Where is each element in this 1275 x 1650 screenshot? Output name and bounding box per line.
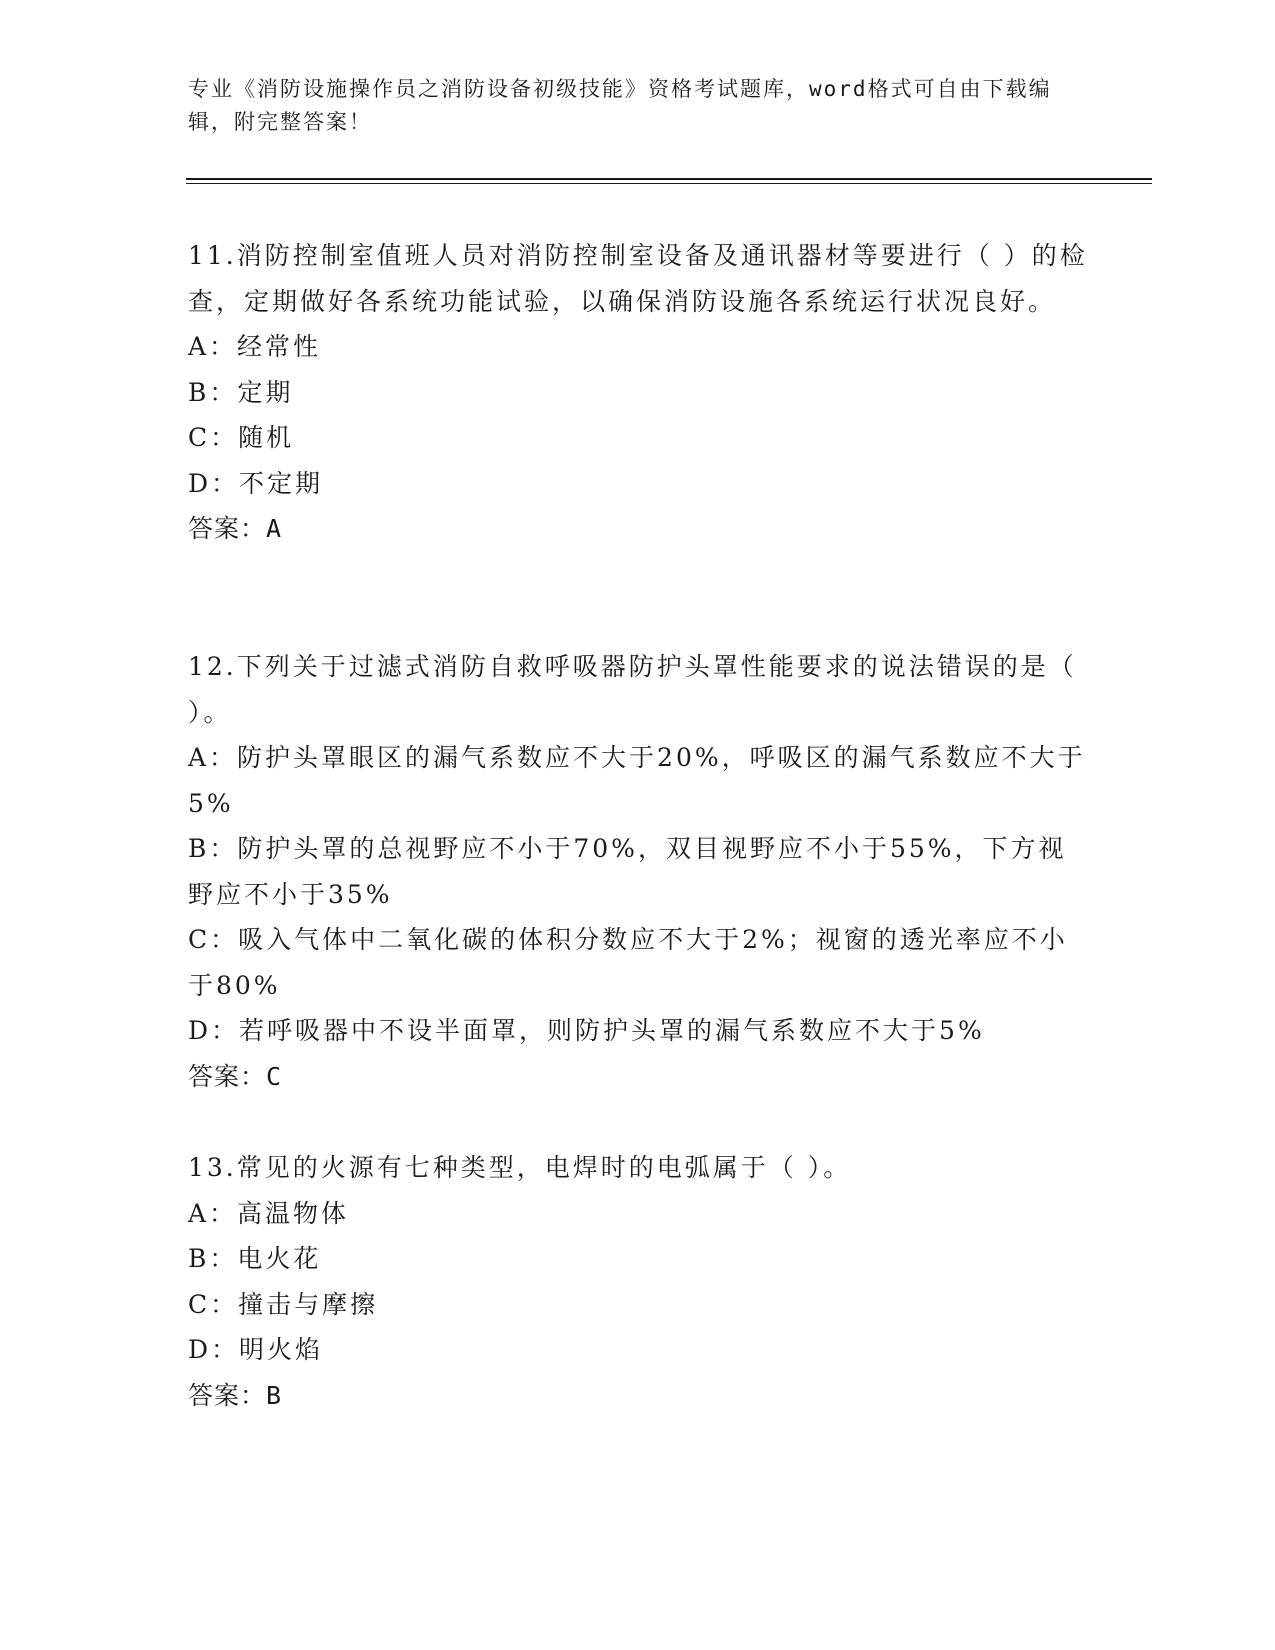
option-a: A：防护头罩眼区的漏气系数应不大于20%，呼吸区的漏气系数应不大于5%	[188, 743, 1086, 818]
option-a: A：经常性	[188, 332, 322, 361]
question-stem: 13.常见的火源有七种类型，电焊时的电弧属于（ ）。	[188, 1153, 852, 1182]
header-rule-thin	[186, 183, 1152, 184]
option-a: A：高温物体	[188, 1198, 350, 1228]
option-b: B：电火花	[188, 1244, 322, 1273]
document-header-text: 专业《消防设施操作员之消防设备初级技能》资格考试题库，word格式可自由下载编辑，附完整答案！	[188, 77, 1052, 134]
answer: 答案：C	[188, 1061, 283, 1091]
option-d: D：明火焰	[188, 1335, 324, 1364]
answer: 答案：B	[188, 1380, 283, 1410]
question-12	[188, 644, 1088, 1099]
option-d: D：不定期	[188, 468, 324, 498]
option-c: C：吸入气体中二氧化碳的体积分数应不大于2%；视窗的透光率应不小于80%	[188, 925, 1068, 1000]
option-d: D：若呼吸器中不设半面罩，则防护头罩的漏气系数应不大于5%	[188, 1016, 985, 1045]
option-b: B：防护头罩的总视野应不小于70%，双目视野应不小于55%，下方视野应不小于35%	[188, 834, 1067, 909]
option-c: C：撞击与摩擦	[188, 1289, 379, 1319]
question-stem: 12.下列关于过滤式消防自救呼吸器防护头罩性能要求的说法错误的是（ ）。	[188, 652, 1077, 727]
option-b: B：定期	[188, 377, 294, 407]
question-stem: 11.消防控制室值班人员对消防控制室设备及通讯器材等要进行（ ）的检查，定期做好各系统功能试验，以确保消防设施各系统运行状况良好。	[188, 241, 1088, 316]
answer: 答案：A	[188, 514, 283, 543]
question-11	[188, 233, 1088, 552]
option-c: C：随机	[188, 423, 295, 452]
question-13	[188, 1145, 1088, 1418]
header-rule-thick	[186, 178, 1152, 180]
